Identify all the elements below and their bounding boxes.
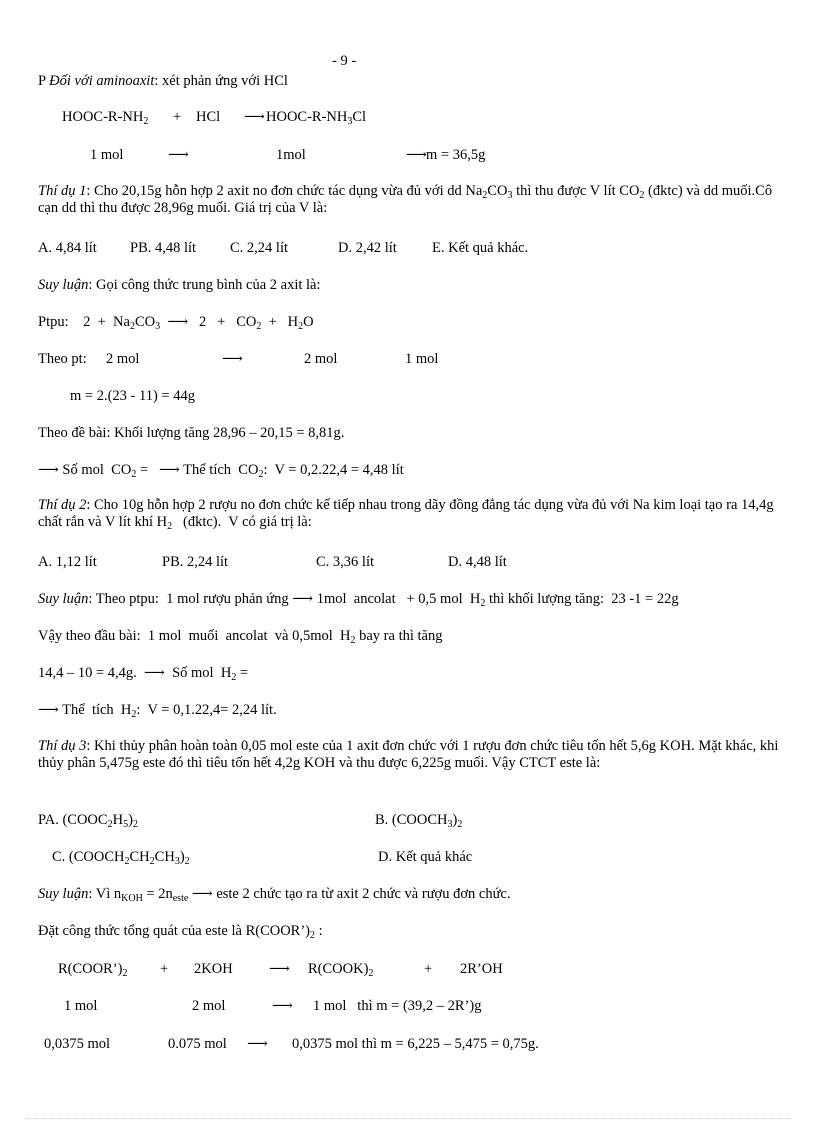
plus-sign: + xyxy=(160,961,169,977)
bullet-marker: P xyxy=(38,73,46,89)
reactant-aminoacid: HOOC-$R-NH_2$ xyxy=(62,109,149,127)
page-number: - 9 - xyxy=(332,53,357,69)
intro-text: : xét phản ứng với HCl xyxy=(154,73,288,89)
theo-pt-label: Theo pt: xyxy=(38,351,87,367)
theo-de-bai: Theo đề bài: Khối lượng tăng 28,96 – 20,15 = 8,81g. xyxy=(38,425,345,441)
option-b: B. $(COOCH_3)_2$ xyxy=(375,812,463,830)
plus-sign: + xyxy=(173,109,182,125)
solution-2-line-3: 14,4 – 10 = 4,4g. ⟶ Số mol $H_2$ = xyxy=(38,665,249,683)
option-a: A. 4,84 lít xyxy=(38,240,97,256)
example-2-question: Thí dụ 2: Cho 10g hỗn hợp 2 rượu no đơn chức kế tiếp nhau trong dãy đồng đẳng tác dụng vừa đủ với Na kim loại tạo ra 14,4g chất rắn và V lít khí $H_2$ (đktc). V có giá trị là: xyxy=(38,497,774,532)
option-c: C. 3,36 lít xyxy=(316,554,375,570)
mole-2: 1mol xyxy=(276,147,306,163)
solution-3-intro: Suy luận: Vì $n_{KOH} = 2n_{este}$ ⟶ este 2 chức tạo ra từ axit 2 chức và rượu đơn chức. xyxy=(38,886,511,904)
option-a: A. 1,12 lít xyxy=(38,554,97,570)
option-d: D. 4,48 lít xyxy=(448,554,507,570)
option-c: C. $(COOCH_2CH_2CH_3)_2$ xyxy=(52,849,190,867)
mole-result: 1 mol thì m = (39,2 – 2R’)g xyxy=(313,998,482,1014)
intro-line xyxy=(38,72,288,90)
product-ammonium: HOOC-$R-NH_3Cl$ xyxy=(266,109,367,127)
solution-label: Suy luận xyxy=(38,277,89,293)
mole-3: 1 mol xyxy=(405,351,439,367)
mole-1: 1 mol xyxy=(90,147,124,163)
mole-2: 2 mol xyxy=(304,351,338,367)
intro-title: Đối với aminoaxit xyxy=(49,73,155,89)
mole-koh: 0.075 mol xyxy=(168,1036,227,1052)
mole-koh: 2 mol xyxy=(192,998,226,1014)
plus-sign: + xyxy=(424,961,433,977)
example-label: Thí dụ 2 xyxy=(38,497,87,513)
solution-1-equation: Ptpu: $2 + Na_2CO_3$ ⟶ $2 + CO_2 + H_2O$ xyxy=(38,314,314,332)
solution-2-line-1: Suy luận: Theo ptpu: 1 mol rượu phản ứng ⟶ 1mol ancolat + 0,5 mol $H_2$ thì khối lượng tăng: 23 -1 = 22g xyxy=(38,591,679,609)
product-alcohol: 2R’OH xyxy=(460,961,503,977)
arrow-icon: ⟶ xyxy=(269,961,290,977)
option-d: D. 2,42 lít xyxy=(338,240,397,256)
arrow-icon: ⟶ xyxy=(244,109,265,125)
arrow-icon: ⟶ xyxy=(247,1036,268,1052)
solution-2-line-4: ⟶ Thể tích $H_2$: V = 0,1.22,4= 2,24 lít. xyxy=(38,702,277,720)
example-label: Thí dụ 3 xyxy=(38,738,87,754)
mole-ester: 1 mol xyxy=(64,998,98,1014)
solution-1-intro: Suy luận: Gọi công thức trung bình của 2 axit là: xyxy=(38,277,321,293)
product-salt: $R(COOK)_2$ xyxy=(308,961,374,979)
mole-ester: 0,0375 mol xyxy=(44,1036,111,1052)
page-bottom-rule xyxy=(25,1118,791,1119)
option-b: PB. 4,48 lít xyxy=(130,240,197,256)
co2-volume: ⟶ Số mol $CO_2$ = ⟶ Thể tích $CO_2$: V = 0,2.22,4 = 4,48 lít xyxy=(38,462,404,480)
reactant-ester: $R(COOR’)_2$ xyxy=(58,961,128,979)
option-c: C. 2,24 lít xyxy=(230,240,289,256)
arrow-icon: ⟶ xyxy=(168,147,189,163)
mole-result: 0,0375 mol thì m = 6,225 – 5,475 = 0,75g. xyxy=(292,1036,539,1052)
example-label: Thí dụ 1 xyxy=(38,183,87,199)
mole-1: 2 mol xyxy=(106,351,140,367)
solution-2-line-2: Vậy theo đầu bài: 1 mol muối ancolat và 0,5mol $H_2$ bay ra thì tăng xyxy=(38,628,443,646)
arrow-icon: ⟶ xyxy=(406,147,427,163)
reactant-koh: 2KOH xyxy=(194,961,233,977)
arrow-icon: ⟶ xyxy=(272,998,293,1014)
arrow-icon: ⟶ xyxy=(222,351,243,367)
option-a: PA. $(COOC_2H_5)_2$ xyxy=(38,812,138,830)
solution-label: Suy luận xyxy=(38,886,89,902)
option-b: PB. 2,24 lít xyxy=(162,554,229,570)
solution-label: Suy luận xyxy=(38,591,89,607)
mass-result: m = 36,5g xyxy=(426,147,486,163)
general-formula: Đặt công thức tổng quát của este là $R(COOR’)_2$ : xyxy=(38,923,323,941)
option-e: E. Kết quả khác. xyxy=(432,240,529,256)
option-d: D. Kết quả khác xyxy=(378,849,473,865)
example-1-question: Thí dụ 1: Cho 20,15g hỗn hợp 2 axit no đơn chức tác dụng vừa đủ với dd $Na_2CO_3$ thì thu được V lít $CO_2$ (đktc) và dd muối.Cô cạn dd thì thu được 28,96g muối. Giá trị của V là: xyxy=(38,183,773,216)
reactant-hcl: HCl xyxy=(196,109,221,125)
example-3-question: Thí dụ 3: Khi thủy phân hoàn toàn 0,05 mol este của 1 axit đơn chức với 1 rượu đơn chức tiêu tốn hết 5,6g KOH. Mặt khác, khi thủy phân 5,475g este đó thì tiêu tốn hết 4,2g KOH và thu được 6,225g muối. Vậy CTCT este là: xyxy=(38,738,779,771)
mass-delta: m = 2.(23 - 11) = 44g xyxy=(70,388,195,404)
